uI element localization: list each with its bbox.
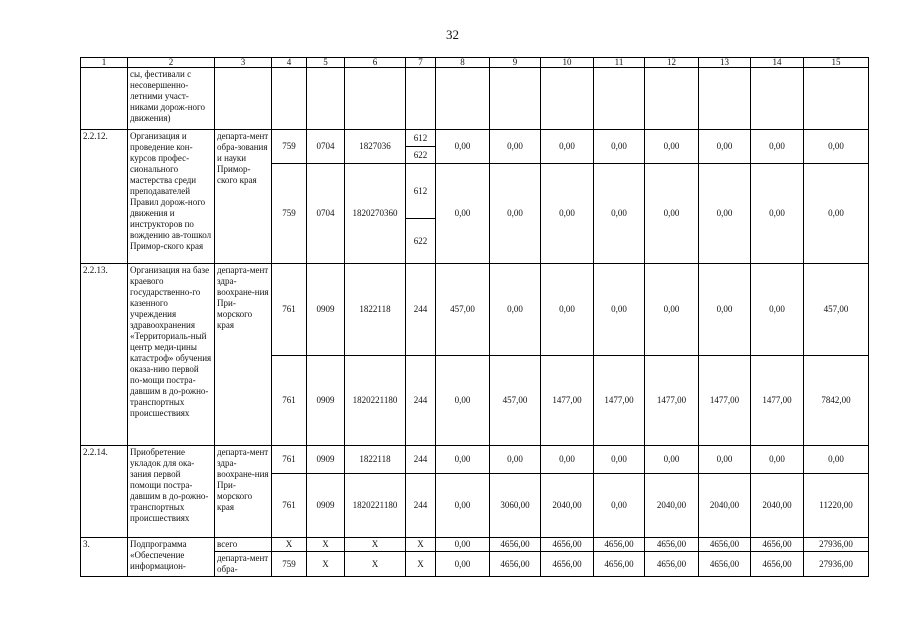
column-number-5: 5 <box>307 58 345 68</box>
measure-name: Приобретение укладок для ока-зания первой помощи постра-давшим в до-рожно-транспортных происшествиях <box>128 446 215 538</box>
column-number-13: 13 <box>699 58 751 68</box>
budget-table <box>80 57 869 577</box>
article-code: 1822118 <box>345 446 406 474</box>
grbs-code: 761 <box>272 264 307 356</box>
value-cell: 0,00 <box>594 474 645 538</box>
value-cell: 0,00 <box>645 264 699 356</box>
section-code: 0909 <box>307 474 345 538</box>
grbs-code: 761 <box>272 356 307 446</box>
column-number-row <box>81 58 869 68</box>
page-number: 32 <box>446 27 459 42</box>
value-cell: 0,00 <box>751 130 804 164</box>
value-cell: 0,00 <box>436 130 490 164</box>
article-code: 1820221180 <box>345 474 406 538</box>
value-cell: 0,00 <box>541 264 594 356</box>
item-number: 2.2.14. <box>81 446 128 538</box>
total-cell: 0,00 <box>804 130 869 164</box>
value-cell: 2040,00 <box>541 474 594 538</box>
value-cell: 457,00 <box>490 356 541 446</box>
column-number-3: 3 <box>215 58 272 68</box>
total-cell: 0,00 <box>804 164 869 264</box>
value-cell: 0,00 <box>699 264 751 356</box>
value-cell: 4656,00 <box>490 552 541 577</box>
column-number-11: 11 <box>594 58 645 68</box>
expense-type-code: 244 <box>406 356 436 446</box>
article-code: 1822118 <box>345 264 406 356</box>
column-number-8: 8 <box>436 58 490 68</box>
value-cell: 0,00 <box>645 164 699 264</box>
article-code: X <box>345 538 406 552</box>
value-cell: 457,00 <box>436 264 490 356</box>
grbs-code: X <box>272 538 307 552</box>
expense-type-code: 244 <box>406 474 436 538</box>
column-number-15: 15 <box>804 58 869 68</box>
value-cell: 4656,00 <box>490 538 541 552</box>
expense-type-code: 244 <box>406 264 436 356</box>
article-code: 1820270360 <box>345 164 406 264</box>
expense-type-code: X <box>406 538 436 552</box>
value-cell: 0,00 <box>594 164 645 264</box>
grbs-code: 761 <box>272 474 307 538</box>
value-cell: 0,00 <box>699 446 751 474</box>
column-number-9: 9 <box>490 58 541 68</box>
value-cell: 4656,00 <box>541 538 594 552</box>
value-cell: 0,00 <box>436 446 490 474</box>
value-cell: 1477,00 <box>751 356 804 446</box>
measure-name: сы, фестивали с несовершенно-летними участ-никами дорож-ного движения) <box>128 68 215 130</box>
value-cell: 0,00 <box>436 538 490 552</box>
value-cell: 0,00 <box>594 130 645 164</box>
expense-type-code: 612 <box>406 130 436 147</box>
value-cell: 2040,00 <box>751 474 804 538</box>
expense-type-code: 244 <box>406 446 436 474</box>
measure-name: Организация на базе краевого государственно-го казенного учреждения здравоохранения «Территориаль-ный центр меди-цины катастроф» обучения оказа-нию первой по-мощи постра-давшим в до-рожно-транспортных происшествиях <box>128 264 215 446</box>
expense-type-code: 622 <box>406 219 436 264</box>
total-cell: 0,00 <box>804 446 869 474</box>
value-cell: 4656,00 <box>699 538 751 552</box>
executor: департа-мент здра-воохране-ния При-морского края <box>215 264 272 446</box>
value-cell: 2040,00 <box>699 474 751 538</box>
value-cell: 0,00 <box>699 130 751 164</box>
total-cell: 11220,00 <box>804 474 869 538</box>
table-row <box>81 68 869 130</box>
value-cell: 1477,00 <box>645 356 699 446</box>
value-cell: 0,00 <box>436 356 490 446</box>
value-cell: 0,00 <box>541 164 594 264</box>
value-cell: 0,00 <box>490 264 541 356</box>
value-cell: 0,00 <box>594 264 645 356</box>
article-code: X <box>345 552 406 577</box>
measure-name: Организация и проведение кон-курсов профес-сионального мастерства среди преподавателей Правил дорож-ного движения и инструкторов по вождению ав-тошкол Примор-ского края <box>128 130 215 264</box>
value-cell: 0,00 <box>645 130 699 164</box>
table-row <box>81 130 869 147</box>
value-cell: 0,00 <box>541 130 594 164</box>
value-cell: 0,00 <box>699 164 751 264</box>
value-cell: 0,00 <box>751 264 804 356</box>
section-code: X <box>307 538 345 552</box>
column-number-7: 7 <box>406 58 436 68</box>
item-number: 2.2.12. <box>81 130 128 264</box>
grbs-code: 759 <box>272 552 307 577</box>
value-cell: 0,00 <box>594 446 645 474</box>
value-cell: 2040,00 <box>645 474 699 538</box>
column-number-14: 14 <box>751 58 804 68</box>
value-cell: 0,00 <box>751 164 804 264</box>
value-cell: 0,00 <box>436 474 490 538</box>
item-number: 2.2.13. <box>81 264 128 446</box>
column-number-2: 2 <box>128 58 215 68</box>
expense-type-code: 612 <box>406 164 436 219</box>
total-cell: 27936,00 <box>804 552 869 577</box>
value-cell: 4656,00 <box>645 552 699 577</box>
executor: всего <box>215 538 272 552</box>
executor: департа-мент здра-воохране-ния При-морского края <box>215 446 272 538</box>
total-cell: 27936,00 <box>804 538 869 552</box>
value-cell: 0,00 <box>490 446 541 474</box>
table-row <box>81 446 869 474</box>
section-code: 0909 <box>307 446 345 474</box>
measure-name: Подпрограмма «Обеспечение информацион- <box>128 538 215 577</box>
value-cell: 4656,00 <box>541 552 594 577</box>
executor: департа-мент обра- <box>215 552 272 577</box>
section-code: 0909 <box>307 356 345 446</box>
section-code: 0704 <box>307 164 345 264</box>
section-code: 0909 <box>307 264 345 356</box>
value-cell: 4656,00 <box>699 552 751 577</box>
grbs-code: 761 <box>272 446 307 474</box>
value-cell: 0,00 <box>541 446 594 474</box>
value-cell: 0,00 <box>436 164 490 264</box>
total-cell: 457,00 <box>804 264 869 356</box>
column-number-6: 6 <box>345 58 406 68</box>
column-number-12: 12 <box>645 58 699 68</box>
value-cell: 4656,00 <box>645 538 699 552</box>
value-cell: 0,00 <box>645 446 699 474</box>
table-row <box>81 264 869 356</box>
value-cell: 4656,00 <box>751 538 804 552</box>
column-number-10: 10 <box>541 58 594 68</box>
value-cell: 1477,00 <box>594 356 645 446</box>
section-code: 0704 <box>307 130 345 164</box>
value-cell: 0,00 <box>436 552 490 577</box>
column-number-4: 4 <box>272 58 307 68</box>
grbs-code: 759 <box>272 164 307 264</box>
value-cell: 3060,00 <box>490 474 541 538</box>
expense-type-code: 622 <box>406 147 436 164</box>
executor: департа-мент обра-зования и науки Примор-ского края <box>215 130 272 264</box>
article-code: 1827036 <box>345 130 406 164</box>
value-cell: 1477,00 <box>541 356 594 446</box>
section-code: X <box>307 552 345 577</box>
budget-table-sheet <box>80 57 868 577</box>
grbs-code: 759 <box>272 130 307 164</box>
item-number: 3. <box>81 538 128 577</box>
expense-type-code: X <box>406 552 436 577</box>
article-code: 1820221180 <box>345 356 406 446</box>
column-number-1: 1 <box>81 58 128 68</box>
value-cell: 1477,00 <box>699 356 751 446</box>
total-cell: 7842,00 <box>804 356 869 446</box>
value-cell: 4656,00 <box>594 552 645 577</box>
value-cell: 0,00 <box>490 130 541 164</box>
value-cell: 0,00 <box>751 446 804 474</box>
table-row <box>81 538 869 552</box>
value-cell: 4656,00 <box>751 552 804 577</box>
value-cell: 4656,00 <box>594 538 645 552</box>
value-cell: 0,00 <box>490 164 541 264</box>
